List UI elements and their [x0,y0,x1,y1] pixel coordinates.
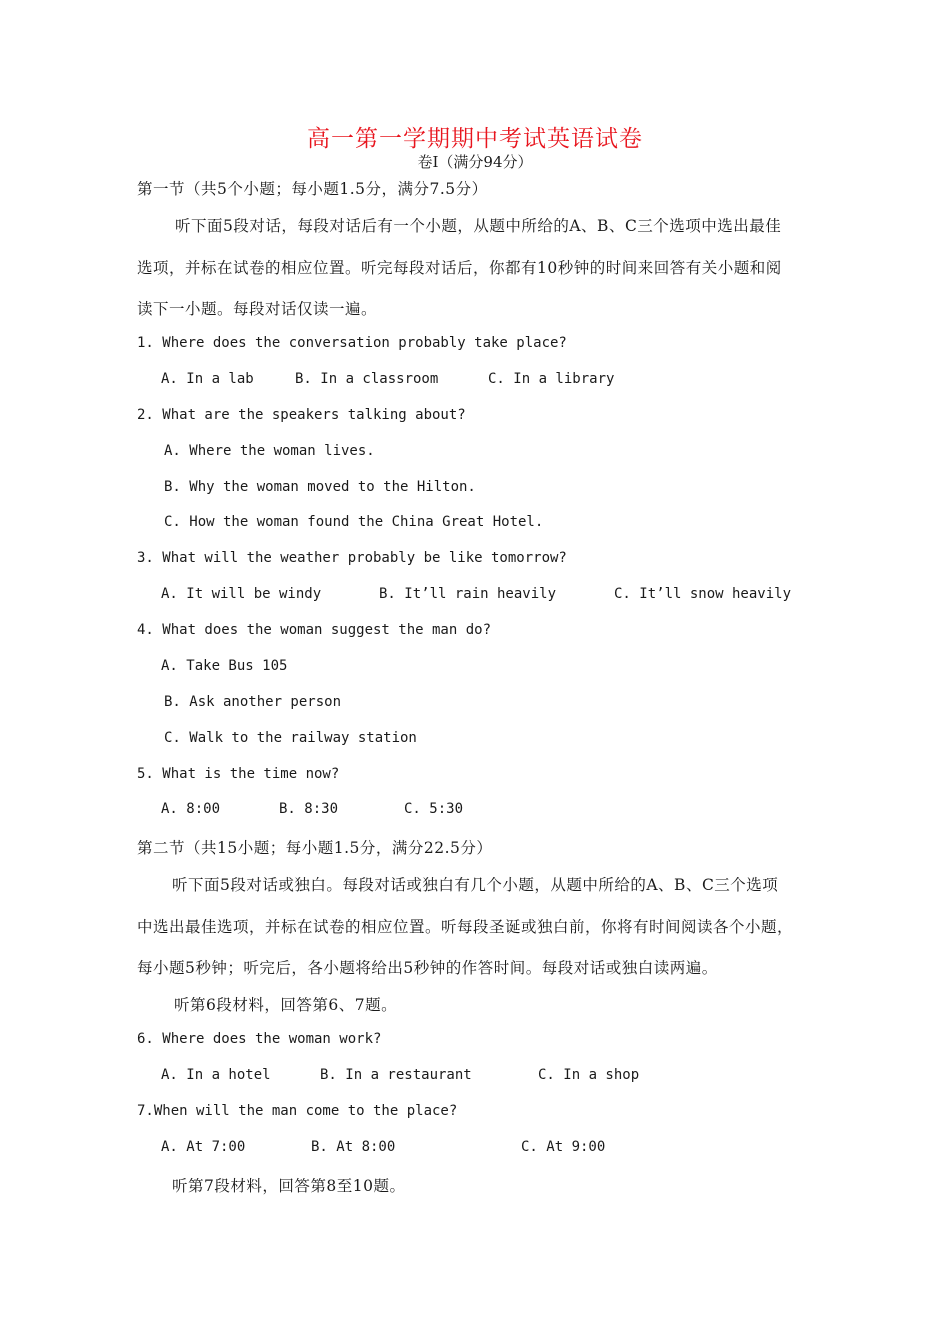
question-2-option-c: C. How the woman found the China Great Hotel. [164,514,544,530]
question-4-option-c: C. Walk to the railway station [164,730,417,746]
exam-title: 高一第一学期期中考试英语试卷 [307,126,643,152]
question-1-option-a: A. In a lab [161,371,254,387]
material-6-note: 听第6段材料，回答第6、7题。 [174,996,398,1014]
question-1-option-c: C. In a library [488,371,615,387]
section2-instruction-line1: 听下面5段对话或独白。每段对话或独白有几个小题，从题中所给的A、B、C三个选项 [172,876,779,894]
question-1-stem: 1. Where does the conversation probably take place? [137,335,567,351]
section2-instruction-line3: 每小题5秒钟；听完后，各小题将给出5秒钟的作答时间。每段对话或独白读两遍。 [137,959,718,977]
question-6-option-b: B. In a restaurant [320,1067,472,1083]
section1-instruction-line2: 选项，并标在试卷的相应位置。听完每段对话后，你都有10秒钟的时间来回答有关小题和阅 [137,259,782,277]
question-3-option-c: C. It’ll snow heavily [614,586,792,602]
question-2-option-a: A. Where the woman lives. [164,443,375,459]
question-7-stem: 7.When will the man come to the place? [137,1103,458,1119]
question-7-option-b: B. At 8:00 [311,1139,396,1155]
section1-instruction-line1: 听下面5段对话，每段对话后有一个小题，从题中所给的A、B、C三个选项中选出最佳 [175,217,782,235]
question-1-option-b: B. In a classroom [295,371,439,387]
question-4-option-b: B. Ask another person [164,694,342,710]
question-4-stem: 4. What does the woman suggest the man do? [137,622,492,638]
question-3-stem: 3. What will the weather probably be like tomorrow? [137,550,567,566]
question-7-option-a: A. At 7:00 [161,1139,246,1155]
section2-heading: 第二节（共15小题；每小题1.5分，满分22.5分） [137,839,493,857]
question-5-option-c: C. 5:30 [404,801,464,817]
question-6-option-a: A. In a hotel [161,1067,271,1083]
section1-heading: 第一节（共5个小题；每小题1.5分，满分7.5分） [137,180,488,198]
question-2-option-b: B. Why the woman moved to the Hilton. [164,479,476,495]
question-5-option-b: B. 8:30 [279,801,339,817]
question-6-stem: 6. Where does the woman work? [137,1031,382,1047]
question-5-option-a: A. 8:00 [161,801,221,817]
question-3-option-a: A. It will be windy [161,586,322,602]
section1-instruction-line3: 读下一小题。每段对话仅读一遍。 [137,300,378,318]
question-6-option-c: C. In a shop [538,1067,640,1083]
question-4-option-a: A. Take Bus 105 [161,658,288,674]
question-3-option-b: B. It’ll rain heavily [379,586,557,602]
question-7-option-c: C. At 9:00 [521,1139,606,1155]
question-2-stem: 2. What are the speakers talking about? [137,407,466,423]
section2-instruction-line2: 中选出最佳选项，并标在试卷的相应位置。听每段圣诞或独白前，你将有时间阅读各个小题， [137,918,794,936]
question-5-stem: 5. What is the time now? [137,766,340,782]
material-7-note: 听第7段材料，回答第8至10题。 [172,1177,406,1195]
exam-subtitle: 卷I（满分94分） [417,153,533,171]
